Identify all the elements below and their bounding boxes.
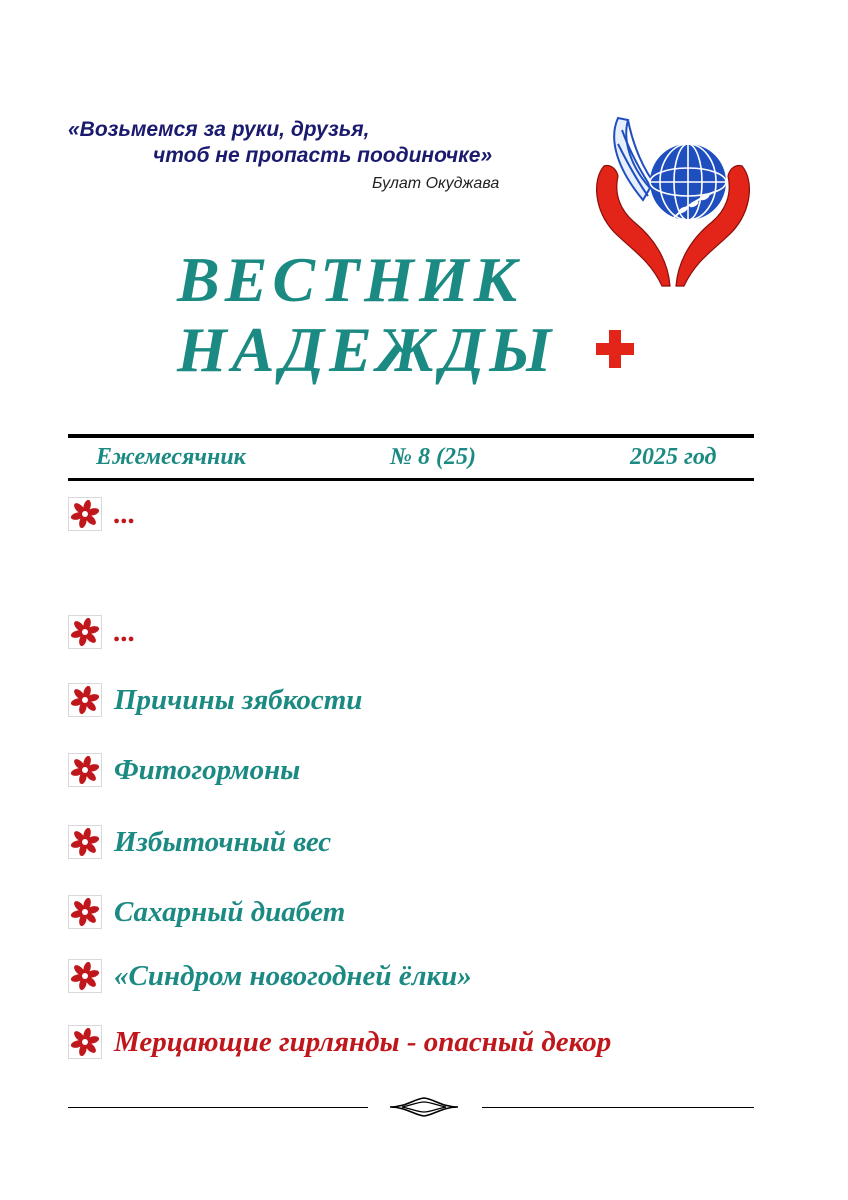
masthead-title-line-1: ВЕСТНИК	[177, 244, 523, 315]
toc-item-title: Фитогормоны	[114, 753, 301, 786]
masthead-title-line-2: НАДЕЖДЫ	[177, 314, 557, 385]
flower-ornament-icon	[68, 753, 102, 787]
footer-rule-left	[68, 1107, 368, 1108]
toc-item[interactable]	[68, 894, 345, 930]
quote-line-2: чтоб не пропасть поодиночке»	[153, 144, 493, 167]
globe-icon	[650, 144, 726, 222]
toc-item-title: Избыточный вес	[114, 825, 332, 858]
header-rule-bottom	[68, 478, 754, 481]
toc-item[interactable]	[68, 824, 331, 860]
flower-ornament-icon	[68, 497, 102, 531]
toc-item[interactable]	[68, 496, 136, 532]
toc-item-title: Мерцающие гирлянды - опасный декор	[114, 1025, 612, 1058]
quote-line-1: «Возьмемся за руки, друзья,	[68, 118, 370, 141]
diamond-ornament-icon	[388, 1096, 460, 1118]
quote-author: Булат Окуджава	[372, 175, 500, 192]
flower-ornament-icon	[68, 825, 102, 859]
toc-item[interactable]	[68, 614, 136, 650]
toc-item[interactable]	[68, 1024, 611, 1060]
red-cross-icon	[594, 328, 636, 370]
flower-ornament-icon	[68, 895, 102, 929]
toc-item-title: ...	[114, 497, 136, 530]
issue-number: № 8 (25)	[390, 444, 476, 470]
flower-ornament-icon	[68, 959, 102, 993]
flower-ornament-icon	[68, 683, 102, 717]
toc-item-title: Сахарный диабет	[114, 895, 346, 928]
flower-ornament-icon	[68, 615, 102, 649]
issue-year: 2025 год	[630, 444, 717, 470]
toc-item[interactable]	[68, 682, 362, 718]
footer-rule-right	[482, 1107, 754, 1108]
toc-item-title: ...	[114, 615, 136, 648]
toc-item[interactable]	[68, 752, 300, 788]
flower-ornament-icon	[68, 1025, 102, 1059]
toc-item[interactable]	[68, 958, 472, 994]
toc-item-title: Причины зябкости	[114, 683, 363, 716]
hands-globe-logo-icon	[588, 110, 758, 295]
header-rule-top	[68, 434, 754, 438]
toc-item-title: «Синдром новогодней ёлки»	[114, 959, 472, 992]
issue-frequency: Ежемесячник	[96, 444, 246, 470]
